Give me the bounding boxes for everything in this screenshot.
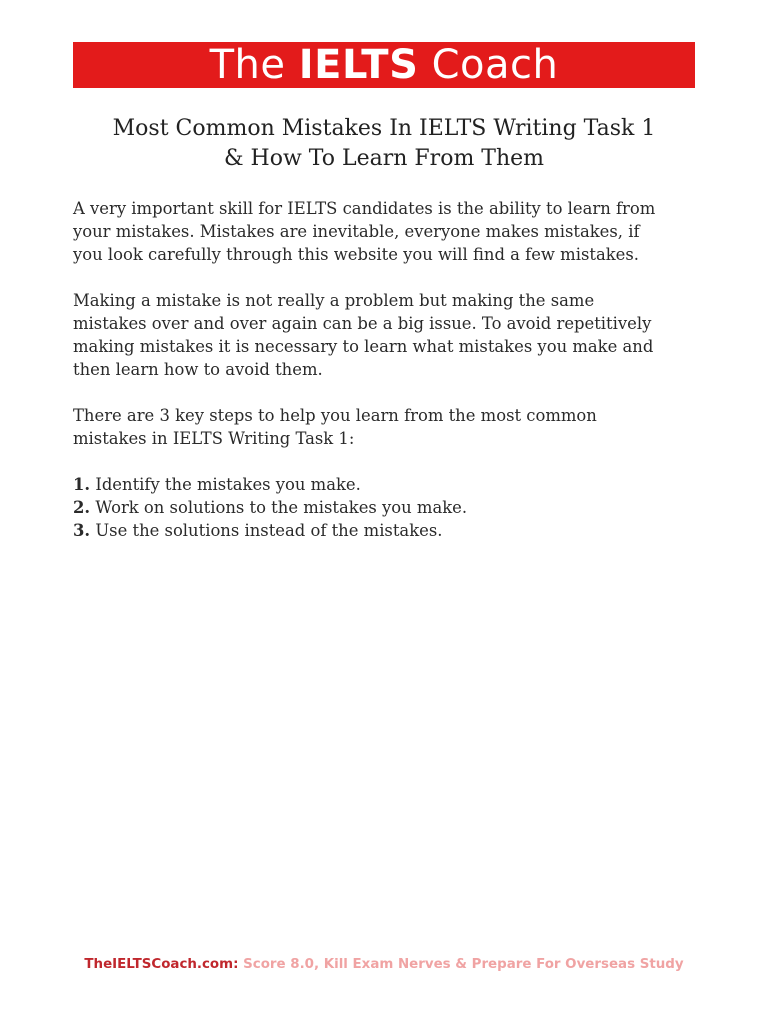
paragraph-line: Making a mistake is not really a problem but making the same [73,291,595,310]
step-number: 2. [73,498,91,517]
steps-list [73,473,703,542]
paragraph-line: making mistakes it is necessary to learn what mistakes you make and [73,337,654,356]
title-line-1: Most Common Mistakes In IELTS Writing Task 1 [112,116,656,141]
paragraph-line: mistakes over and over again can be a big issue. To avoid repetitively [73,314,652,333]
title-line-2: & How To Learn From Them [223,146,545,171]
paragraph-line: There are 3 key steps to help you learn from the most common [73,406,597,425]
brand-ielts: IELTS [298,42,419,88]
footer-site-link[interactable]: TheIELTSCoach.com: [84,957,239,972]
step-text: Use the solutions instead of the mistakes. [95,521,443,540]
header-banner [73,42,695,88]
list-item [73,496,703,519]
document-title [73,114,695,174]
brand-coach: Coach [431,42,559,88]
paragraph-intro [73,197,703,266]
paragraph-line: then learn how to avoid them. [73,360,323,379]
brand-the: The [209,42,286,88]
brand-logo-text [210,42,559,88]
paragraph-making-mistakes [73,289,703,381]
paragraph-line: mistakes in IELTS Writing Task 1: [73,429,355,448]
step-number: 1. [73,475,91,494]
document-body [73,197,703,542]
list-item [73,519,703,542]
step-number: 3. [73,521,91,540]
paragraph-line: your mistakes. Mistakes are inevitable, everyone makes mistakes, if [73,222,640,241]
step-text: Work on solutions to the mistakes you make. [95,498,468,517]
paragraph-key-steps [73,404,703,450]
footer-tagline: Score 8.0, Kill Exam Nerves & Prepare For Overseas Study [243,957,684,972]
step-text: Identify the mistakes you make. [95,475,361,494]
paragraph-line: you look carefully through this website you will find a few mistakes. [73,245,639,264]
paragraph-line: A very important skill for IELTS candidates is the ability to learn from [73,199,656,218]
footer [0,957,768,972]
list-item [73,473,703,496]
